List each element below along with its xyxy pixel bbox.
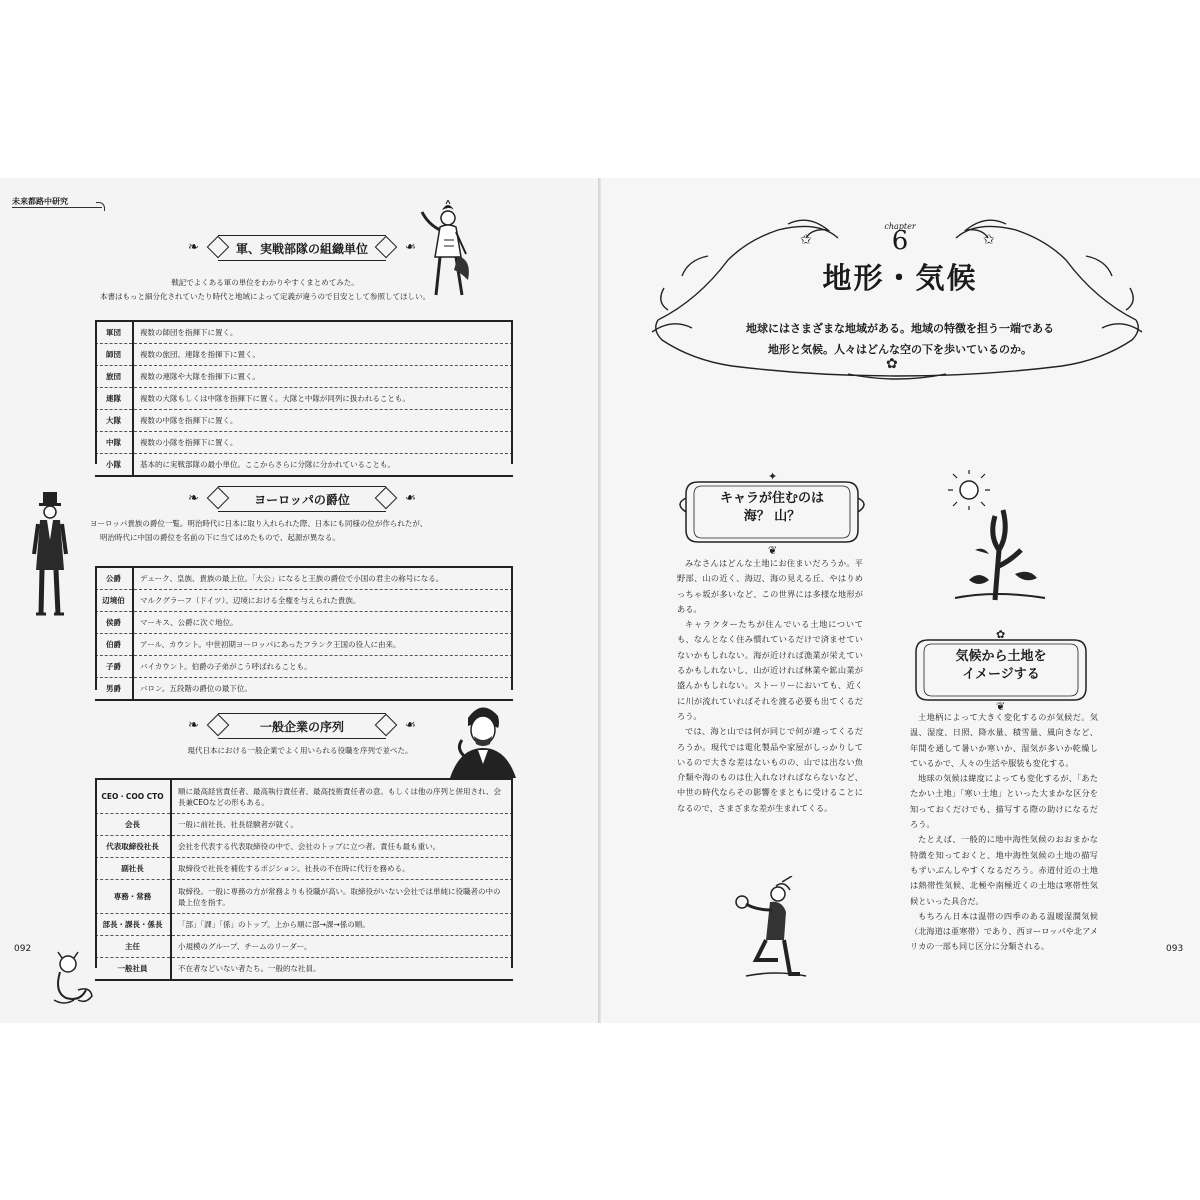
paragraph: たとえば、一般的に地中海性気候のおおまかな特徴を知っておくと、地中海性気候の土地の描写もずいぶんしやすくなるだろう。赤道付近の土地は熱帯性気候、北極や南極近くの土地は寒帯性気候といった具合だ。	[910, 834, 1098, 906]
svg-text:✩: ✩	[983, 232, 995, 248]
row-key: 主任	[95, 936, 171, 958]
row-value: 小規模のグループ、チームのリーダー。	[171, 936, 513, 958]
paragraph: 地球の気候は緯度によっても変化するが、「あたたかい土地」「寒い土地」といった大まかな区分を知っておくだけでも、描写する際の助けになるだろう。	[910, 773, 1098, 830]
box2-title	[920, 648, 1082, 684]
row-value: 複数の大隊もしくは中隊を指揮下に置く。大隊と中隊が同列に扱われることも。	[133, 388, 513, 410]
row-key: 大隊	[95, 410, 133, 432]
row-value: デューク、皇族、貴族の最上位。「大公」になると王族の爵位で小国の君主の称号になる。	[133, 567, 513, 590]
title-line: 海？ 山？	[743, 509, 801, 524]
row-key: 伯爵	[95, 634, 133, 656]
row-value: 基本的に実戦部隊の最小単位。ここからさらに分隊に分かれていることも。	[140, 460, 395, 469]
page-number-right: 093	[1166, 944, 1184, 954]
row-value: 「部」「課」「係」のトップ。上から順に部→課→係の順。	[171, 914, 513, 936]
row-key: 旅団	[95, 366, 133, 388]
kneeling-figure-illustration-icon	[726, 876, 816, 980]
row-value: 複数の中隊を指揮下に置く。	[133, 410, 513, 432]
row-value: マルクグラーフ（ドイツ）、辺境における全権を与えられた貴族。	[133, 590, 513, 612]
sun-tree-illustration-icon	[935, 470, 1055, 605]
title-line: キャラが住むのは	[719, 491, 824, 506]
svg-text:✿: ✿	[996, 628, 1006, 641]
running-head-rule	[12, 207, 102, 208]
row-key: 師団	[95, 344, 133, 366]
row-key: 侯爵	[95, 612, 133, 634]
row-key: 子爵	[95, 656, 133, 678]
table-frame	[95, 778, 513, 968]
row-value: 複数の師団を指揮下に置く。	[133, 321, 513, 344]
title-line: 気候から土地を	[955, 649, 1047, 664]
paragraph: では、海と山では何が同じで何が違ってくるだろうか。現代では電化製品や家屋がしっかりしているので大きな差はないものの、山では出ない魚介類や海のものは仕入れなければならないなど、中世の時代ならその影響をまともに受けることになるので、さまざまな差が生まれてくる。	[677, 726, 863, 813]
gentleman-illustration-icon	[32, 492, 68, 618]
row-key: 小隊	[95, 454, 133, 477]
row-value: 取締役で社長を補佐するポジション。社長の不在時に代行を務める。	[171, 858, 513, 880]
row-key: 公爵	[95, 567, 133, 590]
svg-text:❦: ❦	[996, 700, 1006, 712]
flourish-left-icon: ❧	[188, 240, 199, 255]
row-key: 辺境伯	[95, 590, 133, 612]
row-value: 複数の小隊を指揮下に置く。	[133, 432, 513, 454]
section-title: 軍、実戦部隊の組織単位	[235, 241, 368, 256]
row-key: 専務・常務	[95, 880, 171, 914]
chapter-title: 地形・気候	[822, 261, 978, 295]
page-number-left: 092	[14, 944, 32, 954]
paragraph: キャラクターたちが住んでいる土地についても、なんとなく住み慣れているだけで済ませていないかもしれない。海が近ければ漁業が栄えているかもしれないし、山が近ければ林業や鉱山業が盛んかもしれない。ストーリーにおいても、近くに川が流れていればそれを渡る必要も出てくるだろう。	[677, 619, 863, 721]
row-value: アール、カウント。中世初期ヨーロッパにあったフランク王国の役人に由来。	[133, 634, 513, 656]
row-value: 複数の連隊や大隊を指揮下に置く。	[133, 366, 513, 388]
row-value: 複数の旅団、連隊を指揮下に置く。	[133, 344, 513, 366]
running-head: 未来都路中研究	[12, 197, 68, 206]
table-frame	[95, 320, 513, 464]
row-key: 軍団	[95, 321, 133, 344]
intro-line: 明治時代に中国の爵位を名前の下に当てはめたもので、起源が異なる。	[100, 533, 340, 542]
paragraph: 土地柄によって大きく変化するのが気候だ。気温、湿度、日照、降水量、積雪量、風向きなど、年間を通して暑いか寒いか、湿気が多いか乾燥しているかで、人々の生活や服装も変化する。	[910, 712, 1098, 768]
row-key: 会長	[95, 814, 171, 836]
flourish-right-icon: ❧	[405, 491, 416, 506]
lead-line: 地球にはさまざまな地域がある。地域の特徴を担う一端である	[746, 322, 1054, 335]
row-key: 一般社員	[95, 958, 171, 981]
paragraph: もちろん日本は温帯の四季のある温暖湿潤気候（北海道は亜寒帯）であり、西ヨーロッパや北アメリカの一部も同じ区分に分類される。	[910, 910, 1098, 952]
running-head-hook	[96, 202, 105, 211]
row-value: マーキス、公爵に次ぐ地位。	[133, 612, 513, 634]
paragraph: みなさんはどんな土地にお住まいだろうか。平野部、山の近く、海辺、海の見える丘、やはりめっちゃ坂が多いなど、この世界には多様な地形がある。	[677, 558, 863, 614]
intro-line: 戦記でよくある軍の単位をわかりやすくまとめてみた。	[171, 278, 359, 287]
section3-intro: 現代日本における一般企業でよく用いられる役職を序列で並べた。	[187, 746, 413, 755]
row-key: 代表取締役社長	[95, 836, 171, 858]
svg-text:✩: ✩	[800, 232, 812, 248]
section-banner-company	[188, 713, 416, 739]
intro-line: 本書はもっと細分化されていたり時代と地域によって定義が違うので目安として参照してほしい。	[100, 292, 430, 301]
row-key: 中隊	[95, 432, 133, 454]
title-line: イメージする	[962, 667, 1040, 682]
section-banner-nobility	[188, 486, 416, 512]
svg-text:✿: ✿	[886, 356, 898, 372]
flourish-right-icon: ❧	[405, 240, 416, 255]
row-key: 副社長	[95, 858, 171, 880]
book-gutter	[598, 178, 601, 1023]
row-value: 取締役。一般に専務の方が常務よりも役職が高い。取締役がいない会社では単純に役職者の中の最上位を指す。	[171, 880, 513, 914]
row-key: CEO・COO CTO	[95, 779, 171, 814]
box1-body	[677, 556, 863, 816]
chapter-lead	[700, 318, 1100, 360]
section-banner-military	[188, 235, 416, 261]
flourish-left-icon: ❧	[188, 718, 199, 733]
svg-text:❦: ❦	[768, 544, 778, 556]
row-key: 男爵	[95, 678, 133, 701]
row-key: 連隊	[95, 388, 133, 410]
intro-line: ヨーロッパ貴族の爵位一覧。明治時代に日本に取り入れられた際、日本にも同様の位が作られたが、	[90, 519, 428, 528]
section1-intro	[85, 276, 445, 304]
section-title: 一般企業の序列	[259, 719, 344, 734]
businessman-portrait-icon	[450, 702, 516, 778]
row-value: 不在者などいない者たち。一般的な社員。	[178, 964, 321, 973]
imp-illustration-icon	[48, 950, 98, 1006]
section-title: ヨーロッパの爵位	[254, 492, 350, 507]
row-key: 部長・課長・係長	[95, 914, 171, 936]
flourish-left-icon: ❧	[188, 491, 199, 506]
row-value: バイカウント。伯爵の子弟がこう呼ばれることも。	[133, 656, 513, 678]
svg-text:✦: ✦	[768, 470, 778, 483]
lead-line: 地形と気候。人々はどんな空の下を歩いているのか。	[768, 343, 1032, 356]
row-value: バロン。五段階の爵位の最下位。	[140, 684, 252, 693]
table-frame	[95, 566, 513, 690]
chapter-number: 6	[891, 226, 909, 256]
box2-body	[910, 710, 1098, 955]
section2-intro	[90, 517, 510, 545]
box1-title	[690, 490, 854, 526]
row-value: 会社を代表する代表取締役の中で、会社のトップに立つ者。責任も最も重い。	[171, 836, 513, 858]
flourish-right-icon: ❧	[405, 718, 416, 733]
row-value: 一般に前社長、社長経験者が就く。	[171, 814, 513, 836]
row-value: 順に最高経営責任者、最高執行責任者、最高技術責任者の意。もしくは他の序列と併用され、会長兼CEOなどの形もある。	[171, 779, 513, 814]
chapter-label: chapter	[884, 222, 916, 231]
